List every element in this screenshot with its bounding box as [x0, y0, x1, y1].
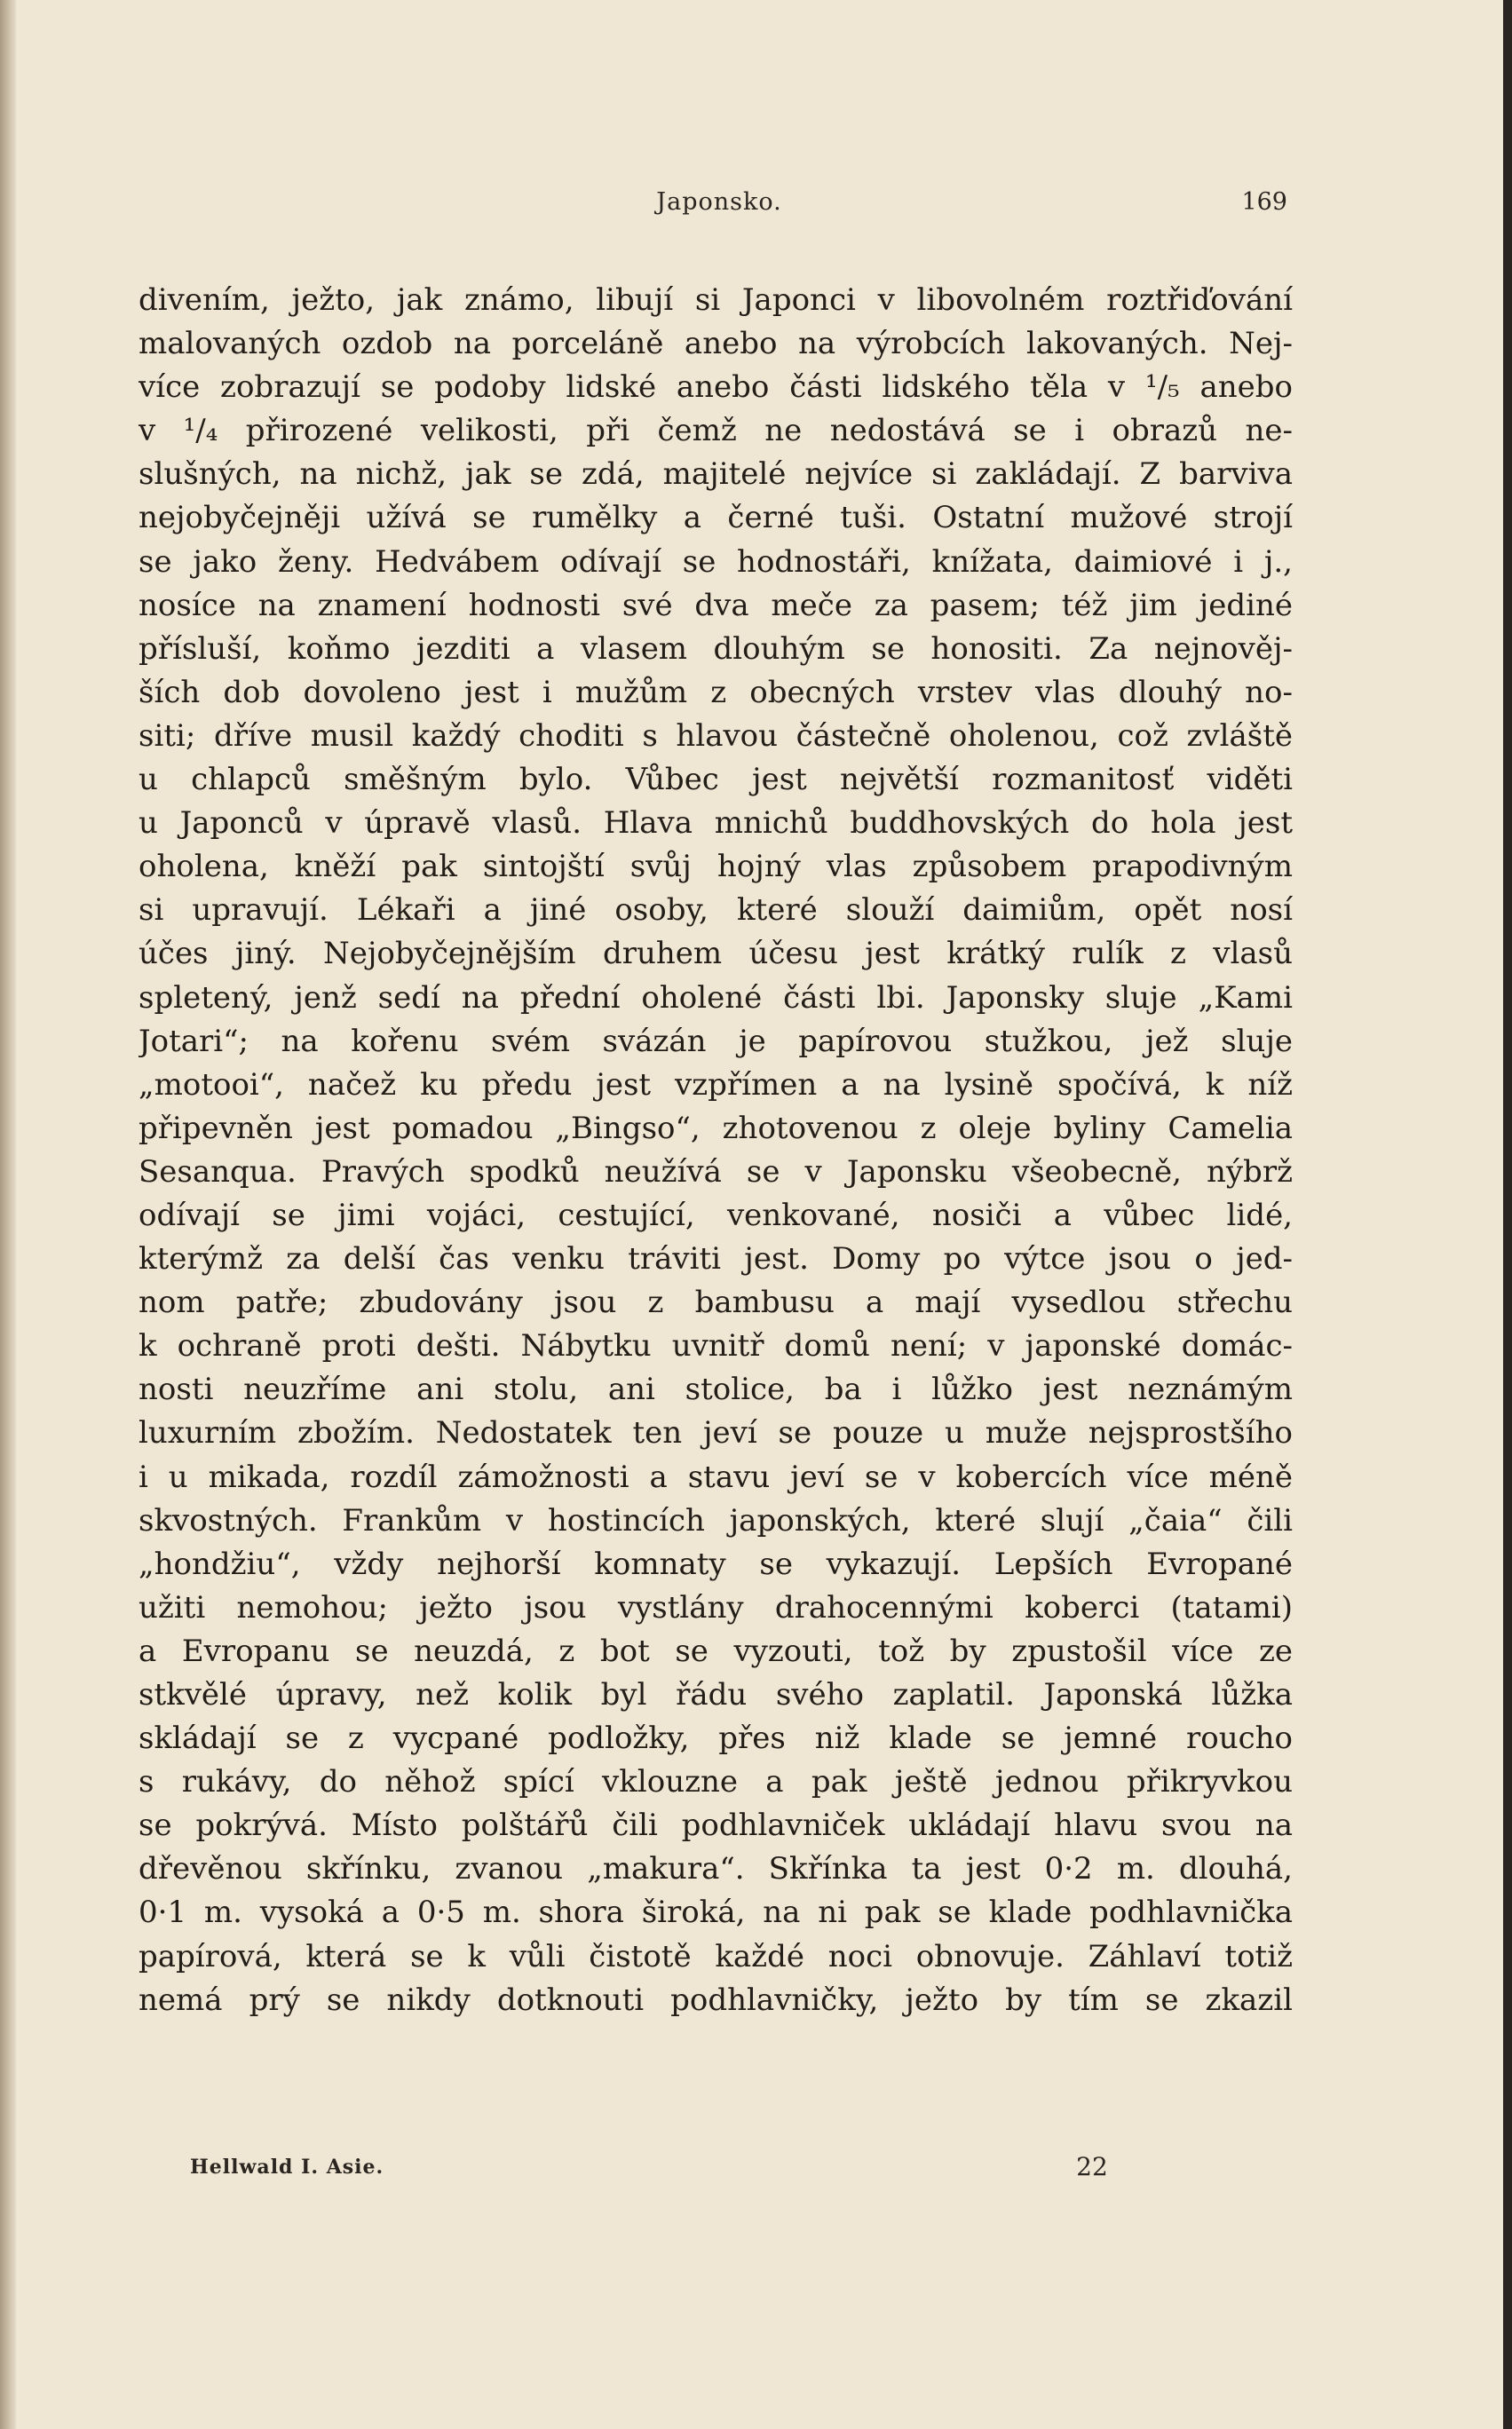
text-line: spletený, jenž sedí na přední oholené části lbi. Japonsky sluje „Kami [139, 979, 1293, 1016]
text-line: dřevěnou skřínku, zvanou „makura“. Skřínka ta jest 0·2 m. dlouhá, [139, 1851, 1293, 1887]
text-line: Jotari“; na kořenu svém svázán je papírovou stužkou, jež sluje [139, 1023, 1293, 1059]
text-line: siti; dříve musil každý choditi s hlavou částečně oholenou, což zvláště [139, 717, 1293, 754]
text-line: a Evropanu se neuzdá, z bot se vyzouti, tož by zpustošil více ze [139, 1633, 1293, 1669]
text-line: malovaných ozdob na porceláně anebo na výrobcích lakovaných. Nej- [139, 326, 1293, 362]
text-line: skládají se z vycpané podložky, přes niž klade se jemné roucho [139, 1721, 1293, 1757]
text-line: Sesanqua. Pravých spodků neužívá se v Japonsku všeobecně, nýbrž [139, 1153, 1293, 1190]
text-line: slušných, na nichž, jak se zdá, majitelé nejvíce si zakládají. Z barviva [139, 456, 1293, 493]
text-line: 0·1 m. vysoká a 0·5 m. shora široká, na ni pak se klade podhlavnička [139, 1895, 1293, 1931]
text-line: stkvělé úpravy, než kolik byl řádu svého zaplatil. Japonská lůžka [139, 1677, 1293, 1713]
text-line: přísluší, koňmo jezditi a vlasem dlouhým se honositi. Za nejnověj- [139, 630, 1293, 667]
text-line: nom patře; zbudovány jsou z bambusu a mají vysedlou střechu [139, 1285, 1293, 1321]
text-line: nosti neuzříme ani stolu, ani stolice, ba i lůžko jest neznámým [139, 1372, 1293, 1408]
text-line: kterýmž za delší čas venku tráviti jest. Domy po výtce jsou o jed- [139, 1241, 1293, 1278]
text-line: „hondžiu“, vždy nejhorší komnaty se vykazují. Lepších Evropané [139, 1546, 1293, 1582]
text-line: luxurním zbožím. Nedostatek ten jeví se pouze u muže nejsprostšího [139, 1415, 1293, 1452]
text-line: více zobrazují se podoby lidské anebo části lidského těla v ¹/₅ anebo [139, 369, 1293, 406]
text-line: ších dob dovoleno jest i mužům z obecných vrstev vlas dlouhý no- [139, 674, 1293, 710]
text-line: si upravují. Lékaři a jiné osoby, které slouží daimiům, opět nosí [139, 892, 1293, 929]
text-line: k ochraně proti dešti. Nábytku uvnitř domů není; v japonské domác- [139, 1328, 1293, 1365]
text-line: v ¹/₄ přirozené velikosti, při čemž ne nedostává se i obrazů ne- [139, 413, 1293, 449]
page-number: 169 [1241, 188, 1287, 216]
text-line: „motooi“, načež ku předu jest vzpřímen a na lysině spočívá, k níž [139, 1066, 1293, 1103]
text-line: nosíce na znamení hodnosti své dva meče za pasem; též jim jediné [139, 587, 1293, 623]
footer-signature: Hellwald I. Asie. [190, 2156, 384, 2179]
body-text [139, 279, 1293, 2022]
text-line: nejobyčejněji užívá se rumělky a černé tuši. Ostatní mužové strojí [139, 500, 1293, 536]
text-line: nemá prý se nikdy dotknouti podhlavničky, ježto by tím se zkazil [139, 1982, 1293, 2018]
footer-sheet-number: 22 [1076, 2152, 1108, 2181]
running-header-title: Japonsko. [656, 188, 782, 216]
text-line: s rukávy, do něhož spící vklouzne a pak ještě jednou přikryvkou [139, 1764, 1293, 1800]
text-line: užiti nemohou; ježto jsou vystlány drahocennými koberci (tatami) [139, 1589, 1293, 1626]
text-line: se pokrývá. Místo polštářů čili podhlavniček ukládají hlavu svou na [139, 1808, 1293, 1844]
text-line: papírová, která se k vůli čistotě každé noci obnovuje. Záhlaví totiž [139, 1938, 1293, 1974]
text-line: skvostných. Frankům v hostincích japonských, které slují „čaia“ čili [139, 1502, 1293, 1539]
text-line: odívají se jimi vojáci, cestující, venkované, nosiči a vůbec lidé, [139, 1197, 1293, 1233]
text-line: i u mikada, rozdíl zámožnosti a stavu jeví se v kobercích více méně [139, 1459, 1293, 1495]
text-line: u Japonců v úpravě vlasů. Hlava mnichů buddhovských do hola jest [139, 805, 1293, 842]
text-line: u chlapců směšným bylo. Vůbec jest největší rozmanitosť viděti [139, 762, 1293, 798]
text-line: divením, ježto, jak známo, libují si Japonci v libovolném roztřiďování [139, 282, 1293, 318]
text-line: oholena, kněží pak sintojští svůj hojný vlas způsobem prapodivným [139, 849, 1293, 885]
page-binding-edge [0, 0, 16, 2429]
text-line: se jako ženy. Hedvábem odívají se hodnostáři, knížata, daimiové i j., [139, 543, 1293, 580]
text-line: připevněn jest pomadou „Bingso“, zhotovenou z oleje byliny Camelia [139, 1110, 1293, 1146]
text-line: účes jiný. Nejobyčejnějším druhem účesu jest krátký rulík z vlasů [139, 936, 1293, 972]
